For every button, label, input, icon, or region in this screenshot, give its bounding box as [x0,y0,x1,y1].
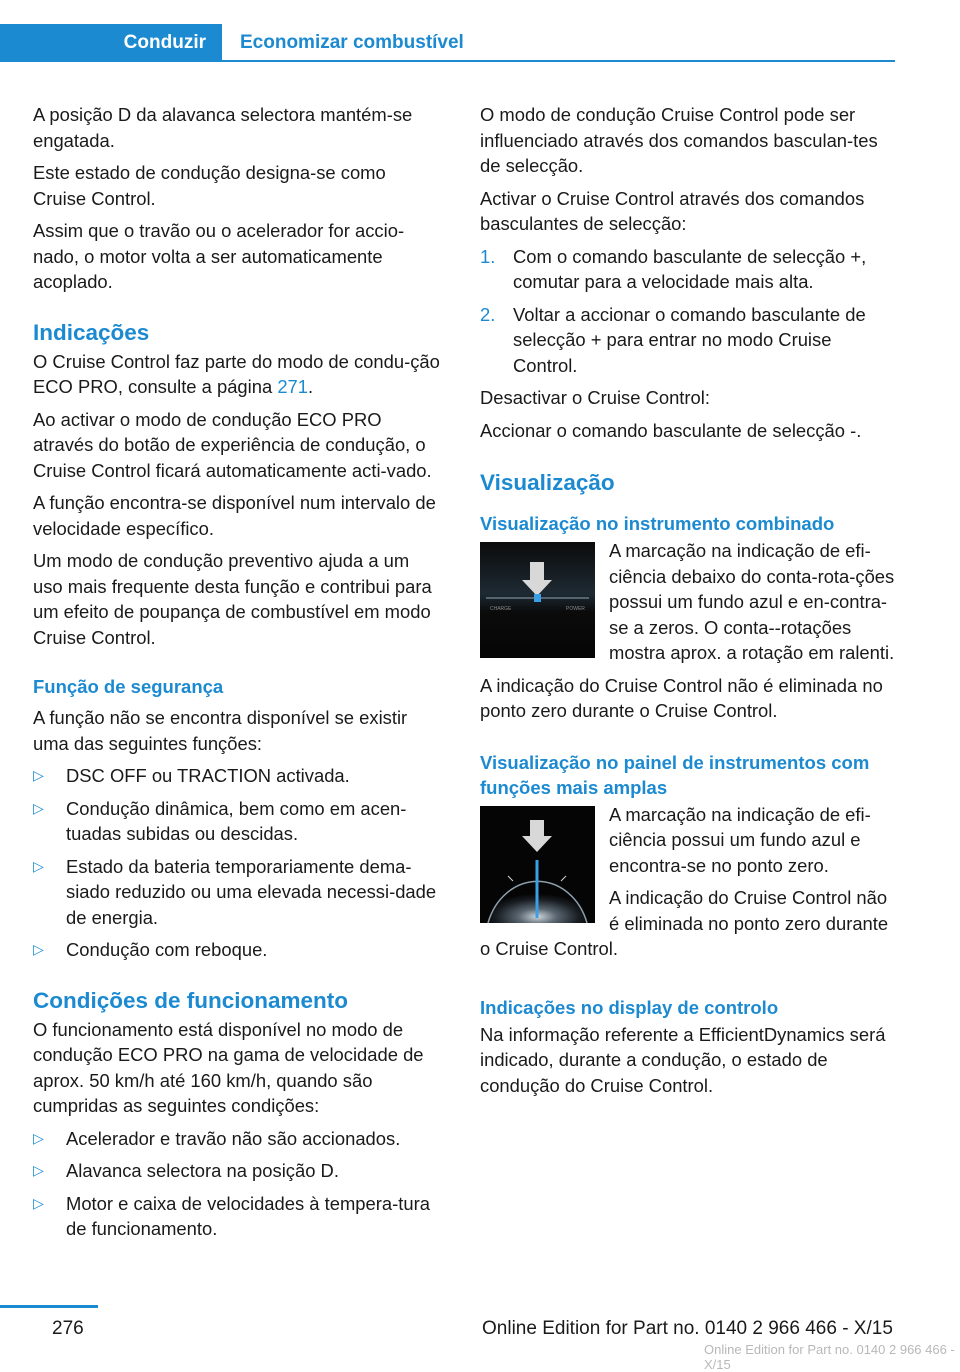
paragraph: A marcação na indicação de efi-ciência possui um fundo azul e encontra-se no ponto zero. [609,803,871,876]
list-item: 2. Voltar a accionar o comando basculante de selecção + para entrar no modo Cruise Control. [480,303,866,376]
paragraph: A marcação na indicação de efi-ciência debaixo do conta-rota-ções possui um fundo azul e en-contra-se a zeros. O conta--rotações mostra aprox. a rotação em ralenti. [609,540,895,663]
power-label: POWER [566,606,585,612]
page-reference-link[interactable]: 271 [277,376,309,397]
paragraph: Desactivar o Cruise Control: [480,387,710,408]
paragraph: Accionar o comando basculante de selecção -. [480,419,862,441]
arrow-down-icon [530,820,544,836]
paragraph: O modo de condução Cruise Control pode ser influenciado através dos comandos basculan-tes de selecção. [480,104,878,176]
paragraph: Assim que o travão ou o acelerador for accio-nado, o motor volta a ser automaticamente acoplado. [33,220,405,292]
triangle-bullet-icon: ▷ [33,1194,44,1211]
tab-economizar-combustivel[interactable]: Economizar combustível [240,32,464,53]
heading-display-controlo: Indicações no display de controlo [480,996,779,1018]
triangle-bullet-icon: ▷ [33,857,44,874]
paragraph: O funcionamento está disponível no modo de condução ECO PRO na gama de velocidade de aprox. 50 km/h até 160 km/h, quando são cumpridas as seguintes condições: [33,1018,424,1116]
list-item: 1. Com o comando basculante de selecção +, comutar para a velocidade mais alta. [480,245,867,292]
paragraph: A função não se encontra disponível se existir uma das seguintes funções: [33,707,408,754]
instrument-panel-image [480,806,595,923]
page-header [0,24,895,62]
heading-visualizacao: Visualização [480,470,615,495]
arrow-down-icon [530,562,544,580]
efficiency-display-image [480,542,595,658]
charge-label: CHARGE [490,606,512,612]
right-column [480,102,898,1105]
list-item: ▷ Estado da bateria temporariamente dema-siado reduzido ou uma elevada necessi-dade de energia. [33,855,437,928]
paragraph: Ao activar o modo de condução ECO PRO através do botão de experiência de condução, o Cruise Control ficará automaticamente acti-vado. [33,408,432,481]
paragraph: O Cruise Control faz parte do modo de condu-ção ECO PRO, consulte a página 271. [33,350,440,397]
triangle-bullet-icon: ▷ [33,799,44,816]
paragraph: A posição D da alavanca selectora mantém-se engatada. [33,104,413,151]
paragraph: Activar o Cruise Control através dos comandos basculantes de selecção: [480,187,865,234]
footer-rule [0,1305,98,1308]
list-item: ▷ Motor e caixa de velocidades à tempera-tura de funcionamento. [33,1192,430,1239]
list-item: ▷ Acelerador e travão não são accionados. [33,1126,441,1152]
triangle-bullet-icon: ▷ [33,1162,44,1178]
paragraph: Um modo de condução preventivo ajuda a um uso mais frequente desta função e contribui para um efeito de poupança de combustível em modo Cruise Control. [33,550,432,648]
paragraph: A função encontra-se disponível num intervalo de velocidade específico. [33,492,436,539]
paragraph: Na informação referente a EfficientDynamics será indicado, durante a condução, o estado de condução do Cruise Control. [480,1023,886,1096]
instrument-panel-graphic [480,806,595,923]
left-column [33,102,441,1249]
list-item: ▷ Condução dinâmica, bem como em acen-tuadas subidas ou descidas. [33,797,407,844]
triangle-bullet-icon: ▷ [33,1129,44,1146]
tab-conduzir[interactable]: Conduzir [0,24,222,62]
paragraph: Este estado de condução designa-se como Cruise Control. [33,162,386,209]
triangle-bullet-icon: ▷ [33,767,44,783]
heading-funcao-seguranca: Função de segurança [33,676,224,697]
steps-list [480,244,898,379]
heading-condicoes-funcionamento: Condições de funcionamento [33,987,349,1013]
page-number: 276 [52,1318,84,1339]
edition-text: Online Edition for Part no. 0140 2 966 466 - X/15 [482,1318,893,1339]
watermark-text: Online Edition for Part no. 0140 2 966 466 - X/15 [704,1342,955,1372]
header-rule [0,60,895,62]
triangle-bullet-icon: ▷ [33,941,44,957]
efficiency-display-graphic [480,542,595,658]
heading-painel-instrumentos: Visualização no painel de instrumentos com funções mais amplas [480,751,870,798]
paragraph: A indicação do Cruise Control não é eliminada no ponto zero durante o Cruise Control. [480,674,883,721]
list-item: ▷ Condução com reboque. [33,937,441,963]
list-item: ▷ DSC OFF ou TRACTION activada. [33,763,441,789]
condicoes-list [33,1126,441,1242]
list-item: ▷ Alavanca selectora na posição D. [33,1158,441,1184]
paragraph: A indicação do Cruise Control não é eliminada no ponto zero durante o Cruise Control. [480,887,889,959]
heading-instrumento-combinado: Visualização no instrumento combinado [480,513,835,534]
heading-indicacoes: Indicações [33,319,150,345]
seguranca-list [33,763,441,963]
